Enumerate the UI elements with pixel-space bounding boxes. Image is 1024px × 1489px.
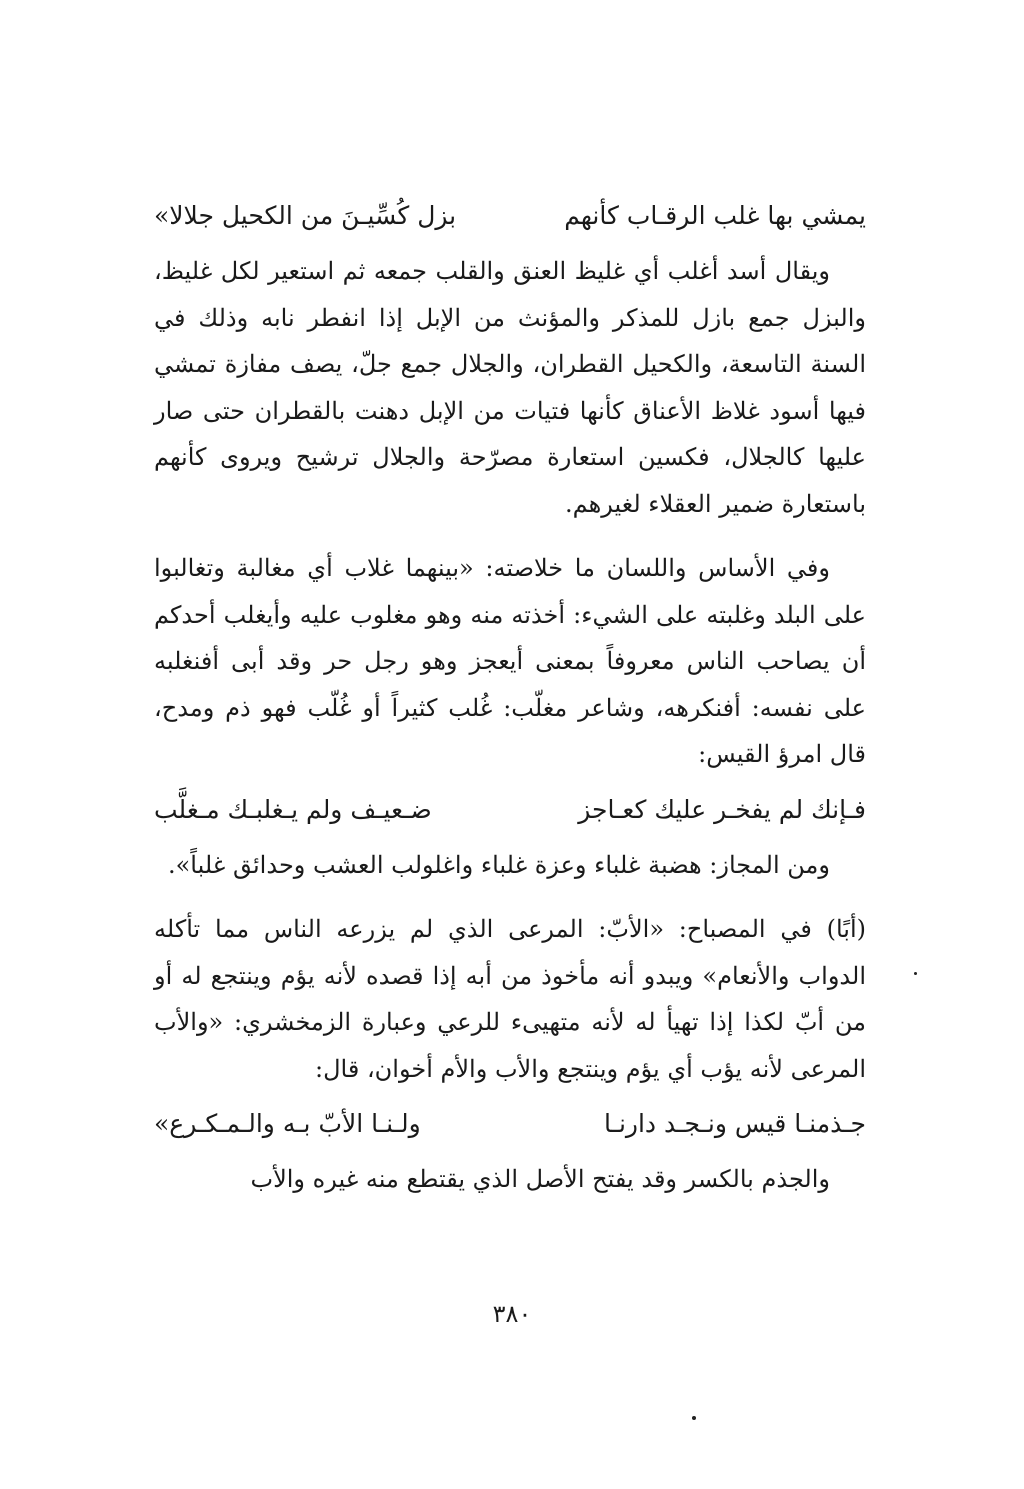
page-number: ٣٨٠ [492,1300,532,1328]
poem-verse [154,196,866,236]
verse-hemistich-left: ولـنـا الأبّ بـه والـمـكـرع» [154,1109,421,1138]
page-body [154,196,866,1203]
scan-speck [914,972,917,975]
verse-hemistich-left: بزل كُسِّيـنَ من الكحيل جلالا» [154,201,457,230]
verse-hemistich-right: جـذمنـا قيس ونـجـد دارنـا [604,1109,866,1138]
paragraph: والجذم بالكسر وقد يفتح الأصل الذي يقتطع منه غيره والأب [250,1165,830,1193]
paragraph: ومن المجاز: هضبة غلباء وعزة غلباء واغلولب العشب وحدائق غلباً». [167,850,830,879]
paragraph: وفي الأساس واللسان ما خلاصته: «بينهما غلاب أي مغالبة وتغالبوا على البلد وغلبته على الشيء: أخذته منه وهو مغلوب عليه وأيغلب أحدكم أن يصاحب الناس معروفاً بمعنى أيعجز وهو رجل حر وقد أبى أفنغلبه على نفسه: أفنكرهه، وشاعر مغلّب: غُلب كثيراً أو غُلّب فهو ذم ومدح، قال امرؤ القيس: [154,554,866,768]
verse-hemistich-right: فـإنك لم يفخـر عليك كعـاجز [578,794,866,824]
paragraph: (أبًا) في المصباح: «الأبّ: المرعى الذي لم يزرعه الناس مما تأكله الدواب والأنعام» ويبدو أنه مأخوذ من أبه إذا قصده لأنه يؤم وينتجع له أو من أبّ لكذا إذا تهيأ له لأنه متهيىء للرعي وعبارة الزمخشري: «والأب المرعى لأنه يؤب أي يؤم وينتجع والأب والأم أخوان، قال: [154,915,867,1083]
verse-hemistich-left: ضـعيـف ولم يـغلبـك مـغلَّب [154,794,432,824]
poem-verse [154,1104,866,1144]
poem-verse [154,790,866,830]
scan-speck [692,1416,696,1420]
verse-hemistich-right: يمشي بها غلب الرقـاب كأنهم [564,201,866,230]
paragraph: ويقال أسد أغلب أي غليظ العنق والقلب جمعه ثم استعير لكل غليظ، والبزل جمع بازل للمذكر والمؤنث من الإبل إذا انفطر نابه وذلك في السنة التاسعة، والكحيل القطران، والجلال جمع جلّ، يصف مفازة تمشي فيها أسود غلاظ الأعناق كأنها فتيات من الإبل دهنت بالقطران حتى صار عليها كالجلال، فكسين استعارة مصرّحة والجلال ترشيح ويروى كأنهم باستعارة ضمير العقلاء لغيرهم. [154,257,866,518]
